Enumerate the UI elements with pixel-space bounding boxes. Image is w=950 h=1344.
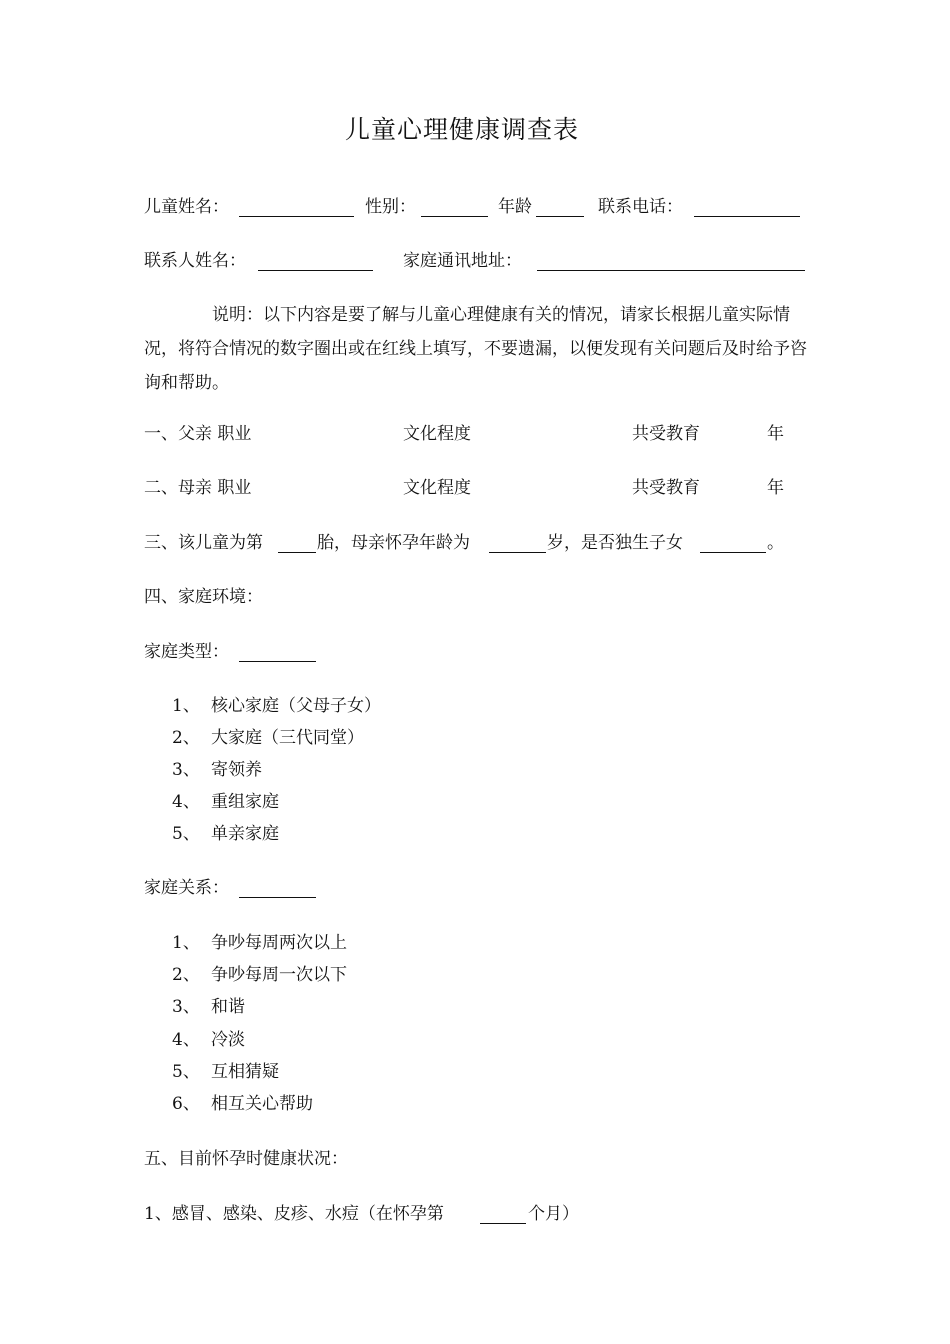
family-type-option[interactable]: 单亲家庭 — [211, 824, 279, 844]
page-title: 儿童心理健康调查表 — [345, 115, 580, 144]
contact-name-label: 联系人姓名： — [144, 251, 246, 271]
option-number: 2、 — [172, 728, 200, 748]
section3-period: 。 — [767, 533, 784, 553]
gender-label: 性别： — [365, 197, 416, 217]
father-years-label: 共受教育 — [632, 424, 700, 444]
address-label: 家庭通讯地址： — [403, 251, 522, 271]
child-name-label: 儿童姓名： — [144, 197, 229, 217]
illness-item-suffix: 个月） — [528, 1204, 579, 1224]
mother-age-field[interactable] — [489, 552, 546, 553]
instructions-paragraph: 说明：以下内容是要了解与儿童心理健康有关的情况，请家长根据儿童实际情况，将符合情况的数字圈出或在红线上填写，不要遗漏，以便发现有关问题后及时给予咨询和帮助。 — [144, 305, 807, 393]
option-number: 5、 — [172, 1062, 200, 1082]
only-child-label: 岁，是否独生子女 — [547, 533, 683, 553]
phone-field[interactable] — [694, 216, 800, 217]
pregnancy-month-field[interactable] — [480, 1223, 526, 1224]
option-number: 4、 — [172, 792, 200, 812]
age-field[interactable] — [536, 216, 584, 217]
mother-occupation-label: 二、母亲 职业 — [144, 478, 252, 498]
mother-years-label: 共受教育 — [632, 478, 700, 498]
option-number: 2、 — [172, 965, 200, 985]
father-education-label: 文化程度 — [403, 424, 471, 444]
father-occupation-label: 一、父亲 职业 — [144, 424, 252, 444]
family-type-option[interactable]: 寄领养 — [211, 760, 262, 780]
family-type-option[interactable]: 大家庭（三代同堂） — [211, 728, 364, 748]
option-number: 3、 — [172, 760, 200, 780]
option-number: 5、 — [172, 824, 200, 844]
family-type-field[interactable] — [239, 661, 316, 662]
birth-order-label: 三、该儿童为第 — [144, 533, 263, 553]
family-relation-option[interactable]: 相互关心帮助 — [211, 1094, 313, 1114]
pregnancy-health-heading: 五、目前怀孕时健康状况： — [144, 1149, 348, 1169]
option-number: 4、 — [172, 1030, 200, 1050]
family-relation-option[interactable]: 互相猜疑 — [211, 1062, 279, 1082]
illness-item-label: 1、感冒、感染、皮疹、水痘（在怀孕第 — [144, 1204, 444, 1224]
family-relation-label: 家庭关系： — [144, 878, 229, 898]
mother-year-unit: 年 — [767, 478, 784, 498]
address-field[interactable] — [537, 270, 805, 271]
age-label: 年龄 — [498, 197, 532, 217]
only-child-field[interactable] — [700, 552, 766, 553]
option-number: 1、 — [172, 933, 200, 953]
family-relation-option[interactable]: 和谐 — [211, 997, 245, 1017]
family-environment-heading: 四、家庭环境： — [144, 587, 263, 607]
family-type-option[interactable]: 重组家庭 — [211, 792, 279, 812]
phone-label: 联系电话： — [598, 197, 683, 217]
gender-field[interactable] — [421, 216, 488, 217]
family-relation-option[interactable]: 冷淡 — [211, 1030, 245, 1050]
mother-age-label: 胎，母亲怀孕年龄为 — [317, 533, 470, 553]
father-year-unit: 年 — [767, 424, 784, 444]
option-number: 1、 — [172, 696, 200, 716]
child-name-field[interactable] — [239, 216, 354, 217]
birth-order-field[interactable] — [278, 552, 316, 553]
family-relation-option[interactable]: 争吵每周一次以下 — [211, 965, 347, 985]
contact-name-field[interactable] — [258, 270, 373, 271]
family-type-label: 家庭类型： — [144, 642, 229, 662]
family-relation-field[interactable] — [239, 897, 316, 898]
family-relation-option[interactable]: 争吵每周两次以上 — [211, 933, 347, 953]
family-type-option[interactable]: 核心家庭（父母子女） — [211, 696, 381, 716]
option-number: 3、 — [172, 997, 200, 1017]
option-number: 6、 — [172, 1094, 200, 1114]
mother-education-label: 文化程度 — [403, 478, 471, 498]
